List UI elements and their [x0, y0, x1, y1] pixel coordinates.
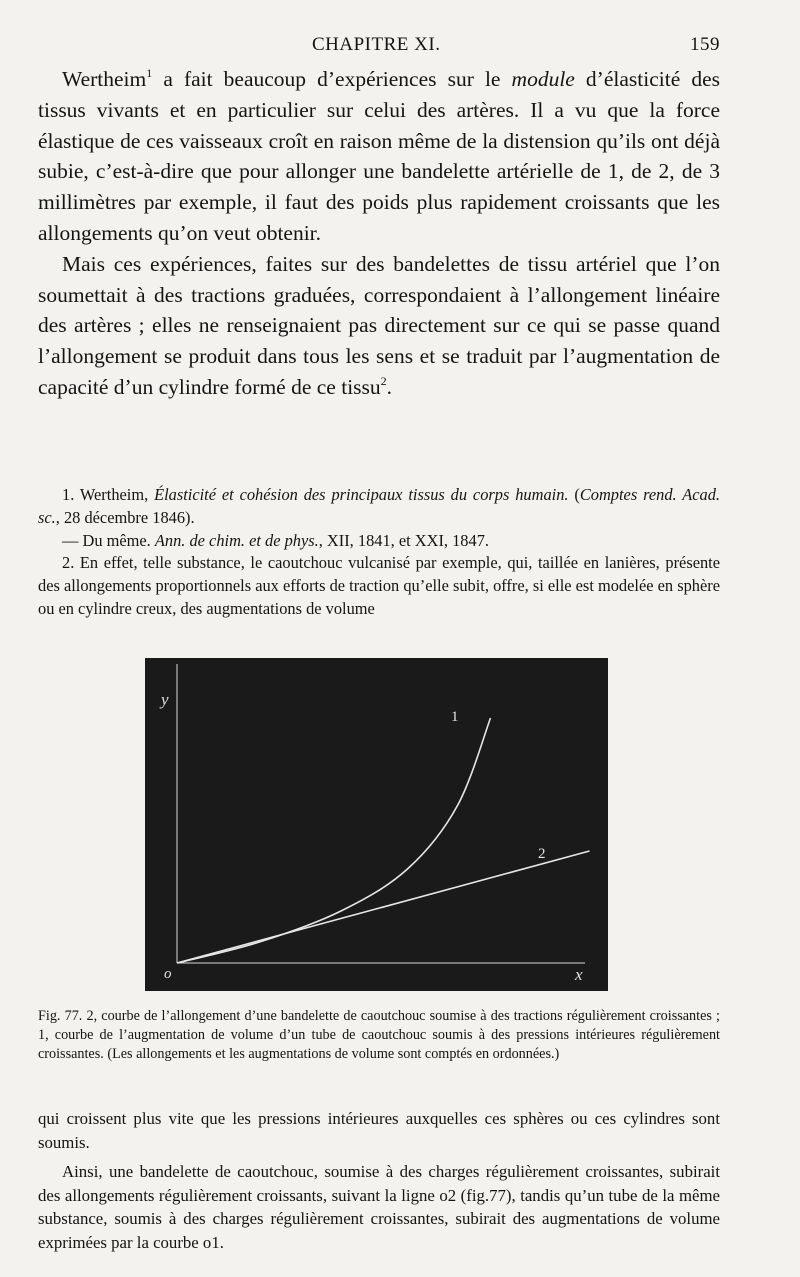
- text-span: 1. Wertheim,: [62, 485, 155, 504]
- figure-77: [145, 658, 608, 991]
- text-span: d’élasticité des tissus vivants et en particulier sur celui des artères. Il a vu que la force élastique de ces vaisseaux croît en raison même de la distension qu’ils ont déjà subie, c’est-à-dire que pour allonger une bandelette artérielle de 1, de 2, de 3 millimètres par exemple, il faut des poids plus rapidement croissants que les allongements qu’on veut obtenir.: [38, 67, 720, 245]
- y-axis-label: y: [161, 690, 169, 709]
- origin-label: o: [164, 966, 172, 982]
- chart-svg: [145, 658, 608, 991]
- main-text: [38, 64, 720, 403]
- text-span: a fait beaucoup d’expériences sur le: [152, 67, 512, 91]
- caption-text: Fig. 77. 2, courbe de l’allongement d’une bandelette de caoutchouc soumise à des tractions régulièrement croissantes ; 1, courbe de l’augmentation de volume d’un tube de caoutchouc soumis à des pressions intérieures régulièrement croissantes. (Les allongements et les augmentations de volume sont comptés en ordonnées.): [38, 1008, 720, 1062]
- curve-2-elongation: [177, 851, 590, 963]
- paragraph-continued: qui croissent plus vite que les pressions intérieures auxquelles ces sphères ou ces cylindres sont soumis.: [38, 1109, 720, 1152]
- italic-term: module: [511, 67, 575, 91]
- work-title: Élasticité et cohésion des principaux tissus du corps humain.: [154, 485, 569, 504]
- footnote-1-continued: [38, 530, 720, 553]
- paragraph-1: [38, 64, 720, 249]
- text-span: , XII, 1841, et XXI, 1847.: [318, 530, 489, 550]
- chapter-title: CHAPITRE XI.: [312, 34, 441, 55]
- continued-text: [38, 1107, 720, 1254]
- x-axis-label: x: [575, 965, 583, 984]
- paragraph-ainsi: Ainsi, une bandelette de caoutchouc, soumise à des charges régulièrement croissantes, subirait des allongements régulièrement croissants, suivant la ligne o2 (fig.77), tandis qu’un tube de la même substance, soumis à des charges régulièrement croissantes, subirait des augmentations de volume exprimées par la courbe o1.: [38, 1162, 720, 1252]
- curve-1-label: 1: [451, 709, 459, 725]
- running-header: [38, 30, 720, 60]
- figure-caption: [38, 1007, 720, 1064]
- text-span: (: [568, 485, 580, 504]
- journal-name: Ann. de chim. et de phys.: [154, 530, 319, 550]
- text-span: , 28 décembre 1846).: [55, 507, 195, 527]
- author-name: Wertheim: [62, 67, 147, 91]
- footnote-2: 2. En effet, telle substance, le caoutchouc vulcanisé par exemple, qui, taillée en lanières, présente des allongements proportionnels aux efforts de traction qu’elle subit, offre, si elle est modelée en sphère ou en cylindre creux, des augmentations de volume: [38, 553, 720, 618]
- text-span: .: [386, 374, 393, 399]
- journal-name: Comptes rend. Acad. sc.: [38, 485, 720, 527]
- footnote-1: [38, 484, 720, 530]
- footnotes: [38, 484, 720, 621]
- page-number: 159: [690, 34, 720, 55]
- text-span: Mais ces expériences, faites sur des bandelettes de tissu artériel que l’on soumettait à des tractions graduées, correspondaient à l’allongement linéaire des artères ; elles ne renseignaient pas directement sur ce qui se passe quand l’allongement se produit dans tous les sens et se traduit par l’augmentation de capacité d’un cylindre formé de ce tissu: [38, 251, 720, 399]
- text-span: — Du même.: [62, 530, 155, 550]
- footnote-ref-1: 1: [146, 66, 153, 80]
- paragraph-2: [38, 249, 720, 403]
- footnote-ref-2: 2: [380, 373, 387, 388]
- curve-1-volume: [177, 718, 491, 963]
- curve-2-label: 2: [538, 846, 546, 862]
